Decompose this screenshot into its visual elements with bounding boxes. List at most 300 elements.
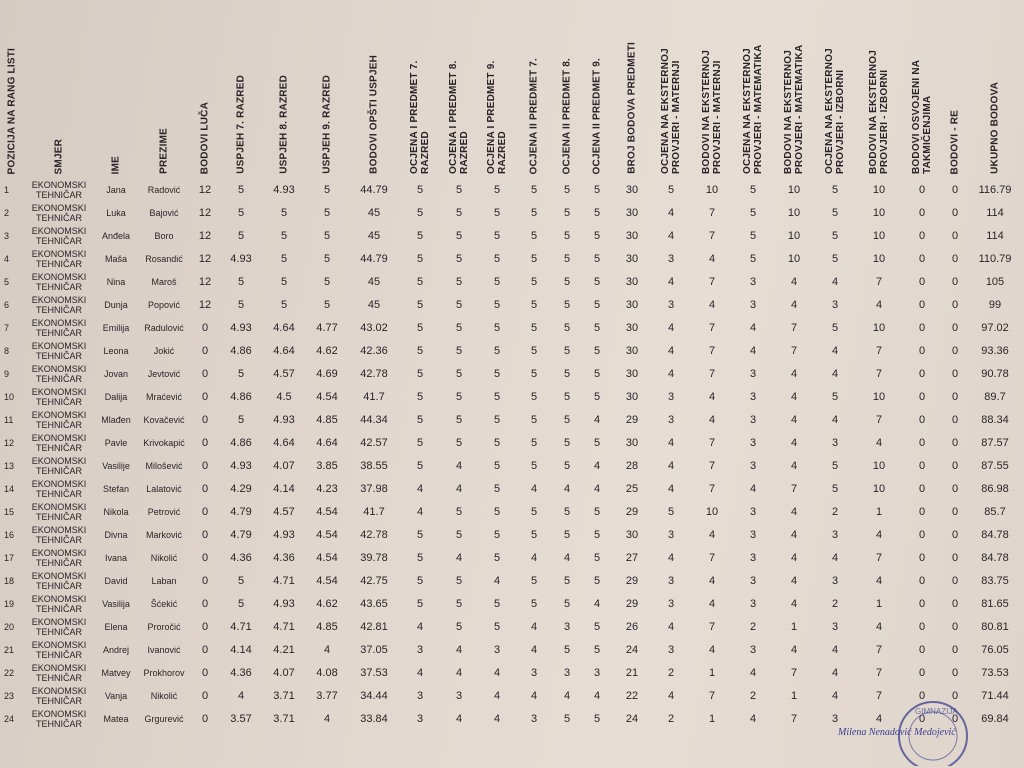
cell-broj: 30 [625, 390, 639, 403]
cell-pos: 21 [4, 644, 15, 655]
cell-c2: 7 [708, 482, 716, 495]
cell-b1: 5 [530, 252, 538, 265]
cell-smjer: EKONOMSKI TEHNIČAR [31, 662, 87, 683]
cell-c3: 5 [749, 206, 757, 219]
cell-t: 0 [918, 528, 926, 541]
cell-c5: 5 [831, 229, 839, 242]
cell-u9: 4.54 [316, 528, 338, 541]
cell-prezime: Laban [151, 575, 177, 586]
cell-ime: Dunja [104, 299, 128, 310]
cell-u8: 4.93 [273, 183, 295, 196]
cell-opsti: 45 [367, 298, 381, 311]
cell-b1: 5 [530, 298, 538, 311]
cell-a1: 4 [416, 620, 424, 633]
cell-b3: 5 [593, 390, 601, 403]
cell-pos: 15 [4, 506, 15, 517]
cell-a3: 5 [493, 482, 501, 495]
cell-b2: 3 [563, 666, 571, 679]
cell-re: 0 [951, 528, 959, 541]
cell-a3: 5 [493, 620, 501, 633]
cell-t: 0 [918, 436, 926, 449]
cell-a3: 5 [493, 413, 501, 426]
cell-b1: 5 [530, 390, 538, 403]
cell-uk: 114 [986, 229, 1004, 242]
cell-c1: 5 [667, 505, 675, 518]
column-header-label: USPJEH 9. RAZRED [321, 75, 333, 174]
cell-prezime: Petrović [147, 506, 181, 517]
cell-re: 0 [951, 275, 959, 288]
cell-u7: 5 [237, 183, 245, 196]
cell-u8: 5 [280, 275, 288, 288]
cell-c6: 4 [875, 298, 883, 311]
column-header-label: SMJER [53, 138, 65, 174]
cell-c6: 7 [875, 666, 883, 679]
cell-b3: 5 [593, 229, 601, 242]
cell-prezime: Rosandić [145, 253, 183, 264]
cell-u7: 4.93 [230, 459, 252, 472]
cell-c6: 7 [875, 367, 883, 380]
cell-b3: 5 [593, 436, 601, 449]
cell-u9: 4.23 [316, 482, 338, 495]
cell-b3: 5 [593, 574, 601, 587]
cell-ime: Pavle [104, 437, 128, 448]
cell-c2: 10 [705, 183, 719, 196]
cell-u9: 4.08 [316, 666, 338, 679]
cell-a3: 4 [493, 574, 501, 587]
cell-opsti: 33.84 [360, 712, 388, 725]
cell-c3: 3 [749, 367, 757, 380]
cell-ime: Emilija [102, 322, 130, 333]
cell-b3: 3 [593, 666, 601, 679]
cell-c1: 2 [667, 712, 675, 725]
cell-a1: 5 [416, 229, 424, 242]
cell-smjer: EKONOMSKI TEHNIČAR [31, 317, 87, 338]
cell-c4: 4 [790, 367, 798, 380]
cell-c1: 4 [667, 459, 675, 472]
cell-a3: 5 [493, 252, 501, 265]
column-header-label: BROJ BODOVA PREDMETI [626, 42, 638, 174]
cell-c1: 3 [667, 528, 675, 541]
cell-uk: 71.44 [981, 689, 1009, 702]
cell-c3: 3 [749, 551, 757, 564]
cell-c4: 4 [790, 551, 798, 564]
cell-c1: 3 [667, 574, 675, 587]
cell-smjer: EKONOMSKI TEHNIČAR [31, 294, 87, 315]
cell-a3: 4 [493, 666, 501, 679]
cell-t: 0 [918, 275, 926, 288]
cell-a1: 5 [416, 275, 424, 288]
table-row [0, 500, 1020, 523]
cell-a2: 5 [455, 252, 463, 265]
cell-u7: 5 [237, 367, 245, 380]
cell-b1: 3 [530, 712, 538, 725]
cell-c6: 10 [872, 321, 886, 334]
cell-opsti: 42.36 [360, 344, 388, 357]
cell-smjer: EKONOMSKI TEHNIČAR [31, 685, 87, 706]
cell-u9: 4.85 [316, 620, 338, 633]
cell-u8: 4.07 [273, 666, 295, 679]
cell-c6: 4 [875, 620, 883, 633]
cell-b2: 5 [563, 183, 571, 196]
cell-opsti: 43.65 [360, 597, 388, 610]
cell-c5: 4 [831, 551, 839, 564]
cell-smjer: EKONOMSKI TEHNIČAR [31, 271, 87, 292]
cell-re: 0 [951, 252, 959, 265]
cell-uk: 89.7 [984, 390, 1006, 403]
cell-prezime: Maroš [151, 276, 177, 287]
cell-pos: 16 [4, 529, 15, 540]
cell-c1: 4 [667, 344, 675, 357]
cell-c6: 7 [875, 643, 883, 656]
cell-luca: 12 [198, 229, 212, 242]
cell-a2: 4 [455, 459, 463, 472]
cell-uk: 88.34 [981, 413, 1009, 426]
cell-ime: Stefan [102, 483, 130, 494]
cell-a1: 3 [416, 643, 424, 656]
cell-b3: 5 [593, 505, 601, 518]
cell-c5: 2 [831, 597, 839, 610]
cell-c3: 2 [749, 620, 757, 633]
cell-u8: 4.5 [276, 390, 292, 403]
cell-re: 0 [951, 459, 959, 472]
cell-smjer: EKONOMSKI TEHNIČAR [31, 340, 87, 361]
cell-t: 0 [918, 390, 926, 403]
cell-c4: 4 [790, 528, 798, 541]
cell-c5: 3 [831, 620, 839, 633]
cell-luca: 12 [198, 252, 212, 265]
table-row [0, 201, 1020, 224]
cell-opsti: 42.75 [360, 574, 388, 587]
table-row [0, 431, 1020, 454]
cell-a2: 4 [455, 643, 463, 656]
cell-ime: Andrej [102, 644, 129, 655]
cell-prezime: Radulović [144, 322, 184, 333]
cell-a1: 5 [416, 252, 424, 265]
cell-c4: 7 [790, 321, 798, 334]
cell-opsti: 42.78 [360, 528, 388, 541]
cell-luca: 0 [201, 321, 209, 334]
cell-a3: 5 [493, 367, 501, 380]
column-header-o2-7 [516, 18, 552, 178]
cell-a2: 5 [455, 505, 463, 518]
cell-opsti: 38.55 [360, 459, 388, 472]
cell-re: 0 [951, 482, 959, 495]
cell-u9: 4 [323, 712, 331, 725]
cell-c6: 10 [872, 482, 886, 495]
cell-luca: 0 [201, 551, 209, 564]
cell-smjer: EKONOMSKI TEHNIČAR [31, 570, 87, 591]
cell-u9: 4.77 [316, 321, 338, 334]
cell-a1: 5 [416, 436, 424, 449]
cell-c1: 3 [667, 413, 675, 426]
cell-c5: 4 [831, 344, 839, 357]
cell-re: 0 [951, 597, 959, 610]
cell-prezime: Mraćević [145, 391, 182, 402]
cell-a3: 5 [493, 459, 501, 472]
column-header-label: OCJENA I PREDMET 9. RAZRED [486, 60, 508, 174]
cell-c1: 4 [667, 482, 675, 495]
cell-prezime: Marković [145, 529, 182, 540]
cell-c2: 7 [708, 275, 716, 288]
cell-broj: 30 [625, 229, 639, 242]
cell-c5: 4 [831, 367, 839, 380]
cell-u7: 5 [237, 574, 245, 587]
cell-ime: Ivana [104, 552, 128, 563]
cell-prezime: Grgurević [144, 713, 184, 724]
column-header-o1-7 [400, 18, 440, 178]
cell-c5: 5 [831, 482, 839, 495]
cell-c1: 3 [667, 597, 675, 610]
cell-opsti: 37.05 [360, 643, 388, 656]
cell-a2: 5 [455, 367, 463, 380]
cell-a1: 5 [416, 574, 424, 587]
cell-b3: 5 [593, 206, 601, 219]
cell-re: 0 [951, 367, 959, 380]
cell-ime: Matea [103, 713, 129, 724]
cell-a1: 3 [416, 689, 424, 702]
cell-uk: 93.36 [981, 344, 1009, 357]
cell-u7: 5 [237, 229, 245, 242]
cell-c2: 4 [708, 390, 716, 403]
cell-t: 0 [918, 643, 926, 656]
cell-c3: 3 [749, 574, 757, 587]
cell-u9: 5 [323, 206, 331, 219]
column-header-o1-9 [478, 18, 516, 178]
cell-pos: 17 [4, 552, 15, 563]
cell-t: 0 [918, 712, 926, 725]
cell-uk: 69.84 [981, 712, 1009, 725]
cell-c6: 10 [872, 229, 886, 242]
cell-c2: 4 [708, 597, 716, 610]
cell-opsti: 41.7 [363, 390, 385, 403]
stamp-text: GIMNAZIJA [915, 707, 958, 716]
cell-b3: 5 [593, 183, 601, 196]
cell-b2: 5 [563, 574, 571, 587]
cell-a2: 5 [455, 390, 463, 403]
cell-a3: 5 [493, 344, 501, 357]
cell-ime: Leona [103, 345, 129, 356]
cell-prezime: Ivanović [147, 644, 181, 655]
cell-b2: 5 [563, 229, 571, 242]
cell-c6: 10 [872, 252, 886, 265]
cell-c4: 1 [790, 689, 798, 702]
cell-pos: 9 [4, 368, 10, 379]
cell-b2: 5 [563, 321, 571, 334]
column-header-ext-mat-bod [690, 18, 734, 178]
cell-broj: 29 [625, 413, 639, 426]
cell-a1: 5 [416, 367, 424, 380]
table-row [0, 293, 1020, 316]
cell-u8: 5 [280, 206, 288, 219]
cell-prezime: Popović [147, 299, 181, 310]
cell-t: 0 [918, 482, 926, 495]
cell-u7: 4.86 [230, 390, 252, 403]
cell-smjer: EKONOMSKI TEHNIČAR [31, 363, 87, 384]
cell-a2: 5 [455, 298, 463, 311]
cell-pos: 22 [4, 667, 15, 678]
cell-c4: 4 [790, 574, 798, 587]
cell-prezime: Jevtović [147, 368, 181, 379]
cell-broj: 24 [625, 643, 639, 656]
cell-b2: 5 [563, 390, 571, 403]
cell-re: 0 [951, 689, 959, 702]
cell-b3: 5 [593, 551, 601, 564]
cell-uk: 99 [988, 298, 1002, 311]
cell-u9: 5 [323, 252, 331, 265]
cell-t: 0 [918, 344, 926, 357]
cell-a2: 4 [455, 551, 463, 564]
cell-b2: 5 [563, 528, 571, 541]
cell-t: 0 [918, 620, 926, 633]
cell-b3: 5 [593, 528, 601, 541]
cell-luca: 0 [201, 620, 209, 633]
column-header-bodovi-luca [190, 18, 220, 178]
cell-prezime: Radović [147, 184, 181, 195]
cell-c5: 5 [831, 206, 839, 219]
cell-u8: 4.93 [273, 597, 295, 610]
cell-u9: 4.69 [316, 367, 338, 380]
cell-c3: 3 [749, 459, 757, 472]
cell-smjer: EKONOMSKI TEHNIČAR [31, 225, 87, 246]
table-header [0, 18, 1020, 178]
cell-u7: 5 [237, 298, 245, 311]
cell-b2: 5 [563, 344, 571, 357]
cell-c5: 5 [831, 183, 839, 196]
cell-luca: 12 [198, 298, 212, 311]
cell-ime: Luka [106, 207, 126, 218]
table-row [0, 592, 1020, 615]
cell-u8: 3.71 [273, 712, 295, 725]
cell-prezime: Milošević [145, 460, 183, 471]
cell-pos: 6 [4, 299, 10, 310]
cell-c6: 10 [872, 459, 886, 472]
cell-smjer: EKONOMSKI TEHNIČAR [31, 639, 87, 660]
cell-broj: 30 [625, 321, 639, 334]
cell-opsti: 45 [367, 206, 381, 219]
cell-pos: 3 [4, 230, 10, 241]
cell-broj: 30 [625, 183, 639, 196]
cell-ime: Dalija [104, 391, 128, 402]
cell-c3: 5 [749, 229, 757, 242]
cell-b2: 4 [563, 482, 571, 495]
cell-pos: 2 [4, 207, 10, 218]
cell-b1: 5 [530, 206, 538, 219]
cell-c2: 4 [708, 574, 716, 587]
cell-u7: 3.57 [230, 712, 252, 725]
cell-opsti: 37.53 [360, 666, 388, 679]
cell-uk: 110.79 [978, 252, 1012, 265]
column-header-ext-math-bod [772, 18, 816, 178]
column-header-label: OCJENA II PREDMET 9. [591, 57, 603, 174]
cell-c5: 3 [831, 298, 839, 311]
cell-a2: 5 [455, 436, 463, 449]
cell-c6: 10 [872, 206, 886, 219]
cell-broj: 30 [625, 252, 639, 265]
cell-c3: 3 [749, 275, 757, 288]
column-header-label: USPJEH 7. RAZRED [235, 75, 247, 174]
table-row [0, 454, 1020, 477]
cell-b3: 5 [593, 712, 601, 725]
cell-opsti: 44.34 [360, 413, 388, 426]
cell-pos: 20 [4, 621, 15, 632]
cell-b2: 5 [563, 643, 571, 656]
cell-a1: 5 [416, 597, 424, 610]
cell-u8: 4.14 [273, 482, 295, 495]
cell-c3: 3 [749, 390, 757, 403]
cell-c4: 4 [790, 597, 798, 610]
cell-b3: 5 [593, 321, 601, 334]
cell-c4: 7 [790, 482, 798, 495]
cell-c6: 1 [875, 597, 883, 610]
cell-c4: 4 [790, 505, 798, 518]
cell-smjer: EKONOMSKI TEHNIČAR [31, 593, 87, 614]
cell-c2: 7 [708, 321, 716, 334]
cell-b3: 5 [593, 344, 601, 357]
cell-a1: 5 [416, 206, 424, 219]
cell-smjer: EKONOMSKI TEHNIČAR [31, 501, 87, 522]
cell-u9: 3.85 [316, 459, 338, 472]
cell-c2: 7 [708, 689, 716, 702]
cell-re: 0 [951, 436, 959, 449]
cell-prezime: Boro [154, 230, 174, 241]
cell-a1: 5 [416, 551, 424, 564]
table-row [0, 247, 1020, 270]
cell-uk: 97.02 [981, 321, 1009, 334]
cell-re: 0 [951, 206, 959, 219]
cell-u7: 4.86 [230, 436, 252, 449]
cell-u8: 4.93 [273, 528, 295, 541]
cell-c6: 7 [875, 551, 883, 564]
cell-c2: 4 [708, 643, 716, 656]
cell-re: 0 [951, 321, 959, 334]
cell-c1: 4 [667, 551, 675, 564]
cell-re: 0 [951, 390, 959, 403]
cell-luca: 0 [201, 344, 209, 357]
cell-c4: 1 [790, 620, 798, 633]
cell-c2: 7 [708, 229, 716, 242]
cell-c3: 5 [749, 252, 757, 265]
cell-t: 0 [918, 321, 926, 334]
cell-c1: 2 [667, 666, 675, 679]
cell-u7: 5 [237, 206, 245, 219]
column-header-broj [612, 18, 652, 178]
cell-u9: 4.85 [316, 413, 338, 426]
cell-c5: 4 [831, 413, 839, 426]
cell-opsti: 42.57 [360, 436, 388, 449]
table-row [0, 615, 1020, 638]
cell-pos: 18 [4, 575, 15, 586]
cell-c1: 3 [667, 390, 675, 403]
cell-u8: 5 [280, 229, 288, 242]
cell-re: 0 [951, 551, 959, 564]
column-header-label: USPJEH 8. RAZRED [278, 75, 290, 174]
cell-re: 0 [951, 505, 959, 518]
cell-b3: 5 [593, 367, 601, 380]
column-header-label: PREZIME [158, 128, 170, 174]
cell-c4: 4 [790, 436, 798, 449]
cell-pos: 11 [4, 414, 14, 425]
cell-pos: 5 [4, 276, 10, 287]
column-header-label: OCJENA II PREDMET 7. [528, 57, 540, 174]
cell-uk: 83.75 [981, 574, 1009, 587]
cell-smjer: EKONOMSKI TEHNIČAR [31, 524, 87, 545]
cell-c2: 4 [708, 413, 716, 426]
cell-u8: 4.07 [273, 459, 295, 472]
column-header-o2-8 [552, 18, 582, 178]
cell-b1: 5 [530, 321, 538, 334]
cell-broj: 22 [625, 689, 639, 702]
cell-pos: 23 [4, 690, 15, 701]
